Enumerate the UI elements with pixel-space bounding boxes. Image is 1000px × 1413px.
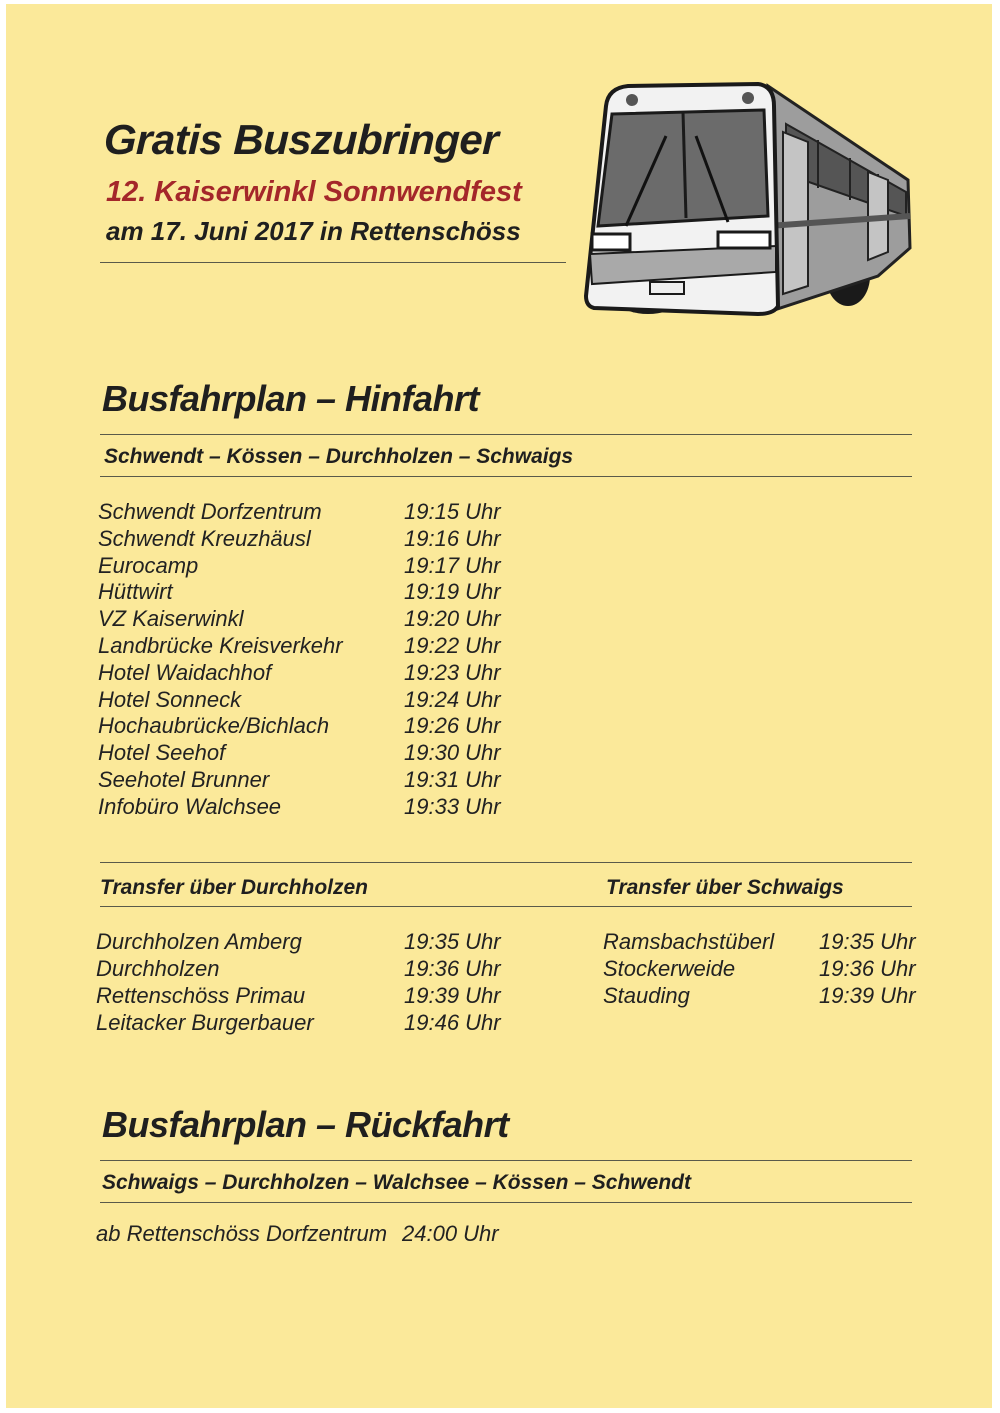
stop-name: Hochaubrücke/Bichlach bbox=[98, 713, 330, 739]
stop-time: 19:31 Uhr bbox=[404, 767, 501, 792]
transfer-durchholzen-title: Transfer über Durchholzen bbox=[100, 876, 368, 899]
stop-name: Stauding bbox=[603, 983, 690, 1008]
stop-name: Schwendt Kreuzhäusl bbox=[98, 525, 311, 551]
stop-time: 19:17 Uhr bbox=[404, 552, 501, 578]
stop-name: Ramsbachstüberl bbox=[603, 929, 775, 954]
stop-name: Durchholzen Amberg bbox=[96, 929, 302, 954]
page-title: Gratis Buszubringer bbox=[103, 116, 500, 163]
stop-time: 19:35 Uhr bbox=[404, 929, 501, 954]
stop-time: 24:00 Uhr bbox=[402, 1221, 499, 1246]
divider bbox=[100, 262, 566, 263]
stop-time: 19:30 Uhr bbox=[404, 740, 501, 766]
stop-time: 19:46 Uhr bbox=[404, 1010, 501, 1035]
stop-time: 19:23 Uhr bbox=[404, 659, 501, 685]
stop-name: Durchholzen bbox=[96, 956, 220, 981]
stop-time: 19:19 Uhr bbox=[404, 579, 501, 605]
divider bbox=[100, 906, 912, 907]
stop-name: Stockerweide bbox=[603, 956, 736, 981]
stop-time: 19:26 Uhr bbox=[404, 713, 501, 739]
stop-name: VZ Kaiserwinkl bbox=[98, 606, 244, 632]
divider bbox=[100, 476, 912, 477]
bus-icon bbox=[578, 76, 918, 318]
divider bbox=[100, 1202, 912, 1203]
stop-name: Leitacker Burgerbauer bbox=[96, 1010, 314, 1035]
stop-name: Landbrücke Kreisverkehr bbox=[98, 633, 343, 658]
transfer-schwaigs-title: Transfer über Schwaigs bbox=[606, 876, 844, 899]
outbound-route: Schwendt – Kössen – Durchholzen – Schwaigs bbox=[104, 445, 574, 468]
stop-time: 19:20 Uhr bbox=[404, 606, 501, 632]
event-name: 12. Kaiserwinkl Sonnwendfest bbox=[106, 176, 522, 208]
stop-name: Eurocamp bbox=[98, 552, 199, 578]
stop-time: 19:36 Uhr bbox=[819, 956, 916, 981]
stop-time: 19:22 Uhr bbox=[404, 633, 501, 658]
stop-name: ab Rettenschöss Dorfzentrum bbox=[96, 1221, 388, 1246]
stop-name: Hotel Seehof bbox=[98, 740, 226, 766]
stop-name: Hotel Sonneck bbox=[98, 686, 242, 712]
outbound-heading: Busfahrplan – Hinfahrt bbox=[102, 378, 480, 419]
return-route: Schwaigs – Durchholzen – Walchsee – Kössen – Schwendt bbox=[102, 1171, 691, 1194]
stop-name: Schwendt Dorfzentrum bbox=[98, 499, 322, 524]
stop-time: 19:16 Uhr bbox=[404, 525, 501, 551]
divider bbox=[100, 434, 912, 435]
stop-name: Rettenschöss Primau bbox=[96, 983, 306, 1008]
stop-time: 19:36 Uhr bbox=[404, 956, 501, 981]
stop-name: Seehotel Brunner bbox=[98, 767, 270, 792]
stop-time: 19:15 Uhr bbox=[404, 499, 501, 524]
stop-time: 19:39 Uhr bbox=[819, 983, 916, 1008]
stop-name: Hüttwirt bbox=[98, 579, 173, 605]
flyer-page bbox=[6, 4, 992, 1408]
return-heading: Busfahrplan – Rückfahrt bbox=[102, 1104, 509, 1145]
stop-time: 19:39 Uhr bbox=[404, 983, 501, 1008]
stop-time: 19:24 Uhr bbox=[404, 686, 501, 712]
stop-name: Infobüro Walchsee bbox=[98, 793, 282, 819]
stop-name: Hotel Waidachhof bbox=[98, 659, 272, 685]
stop-time: 19:33 Uhr bbox=[404, 793, 501, 819]
stop-time: 19:35 Uhr bbox=[819, 929, 916, 954]
event-date: am 17. Juni 2017 in Rettenschöss bbox=[106, 216, 521, 246]
divider bbox=[100, 1160, 912, 1161]
divider bbox=[100, 862, 912, 863]
